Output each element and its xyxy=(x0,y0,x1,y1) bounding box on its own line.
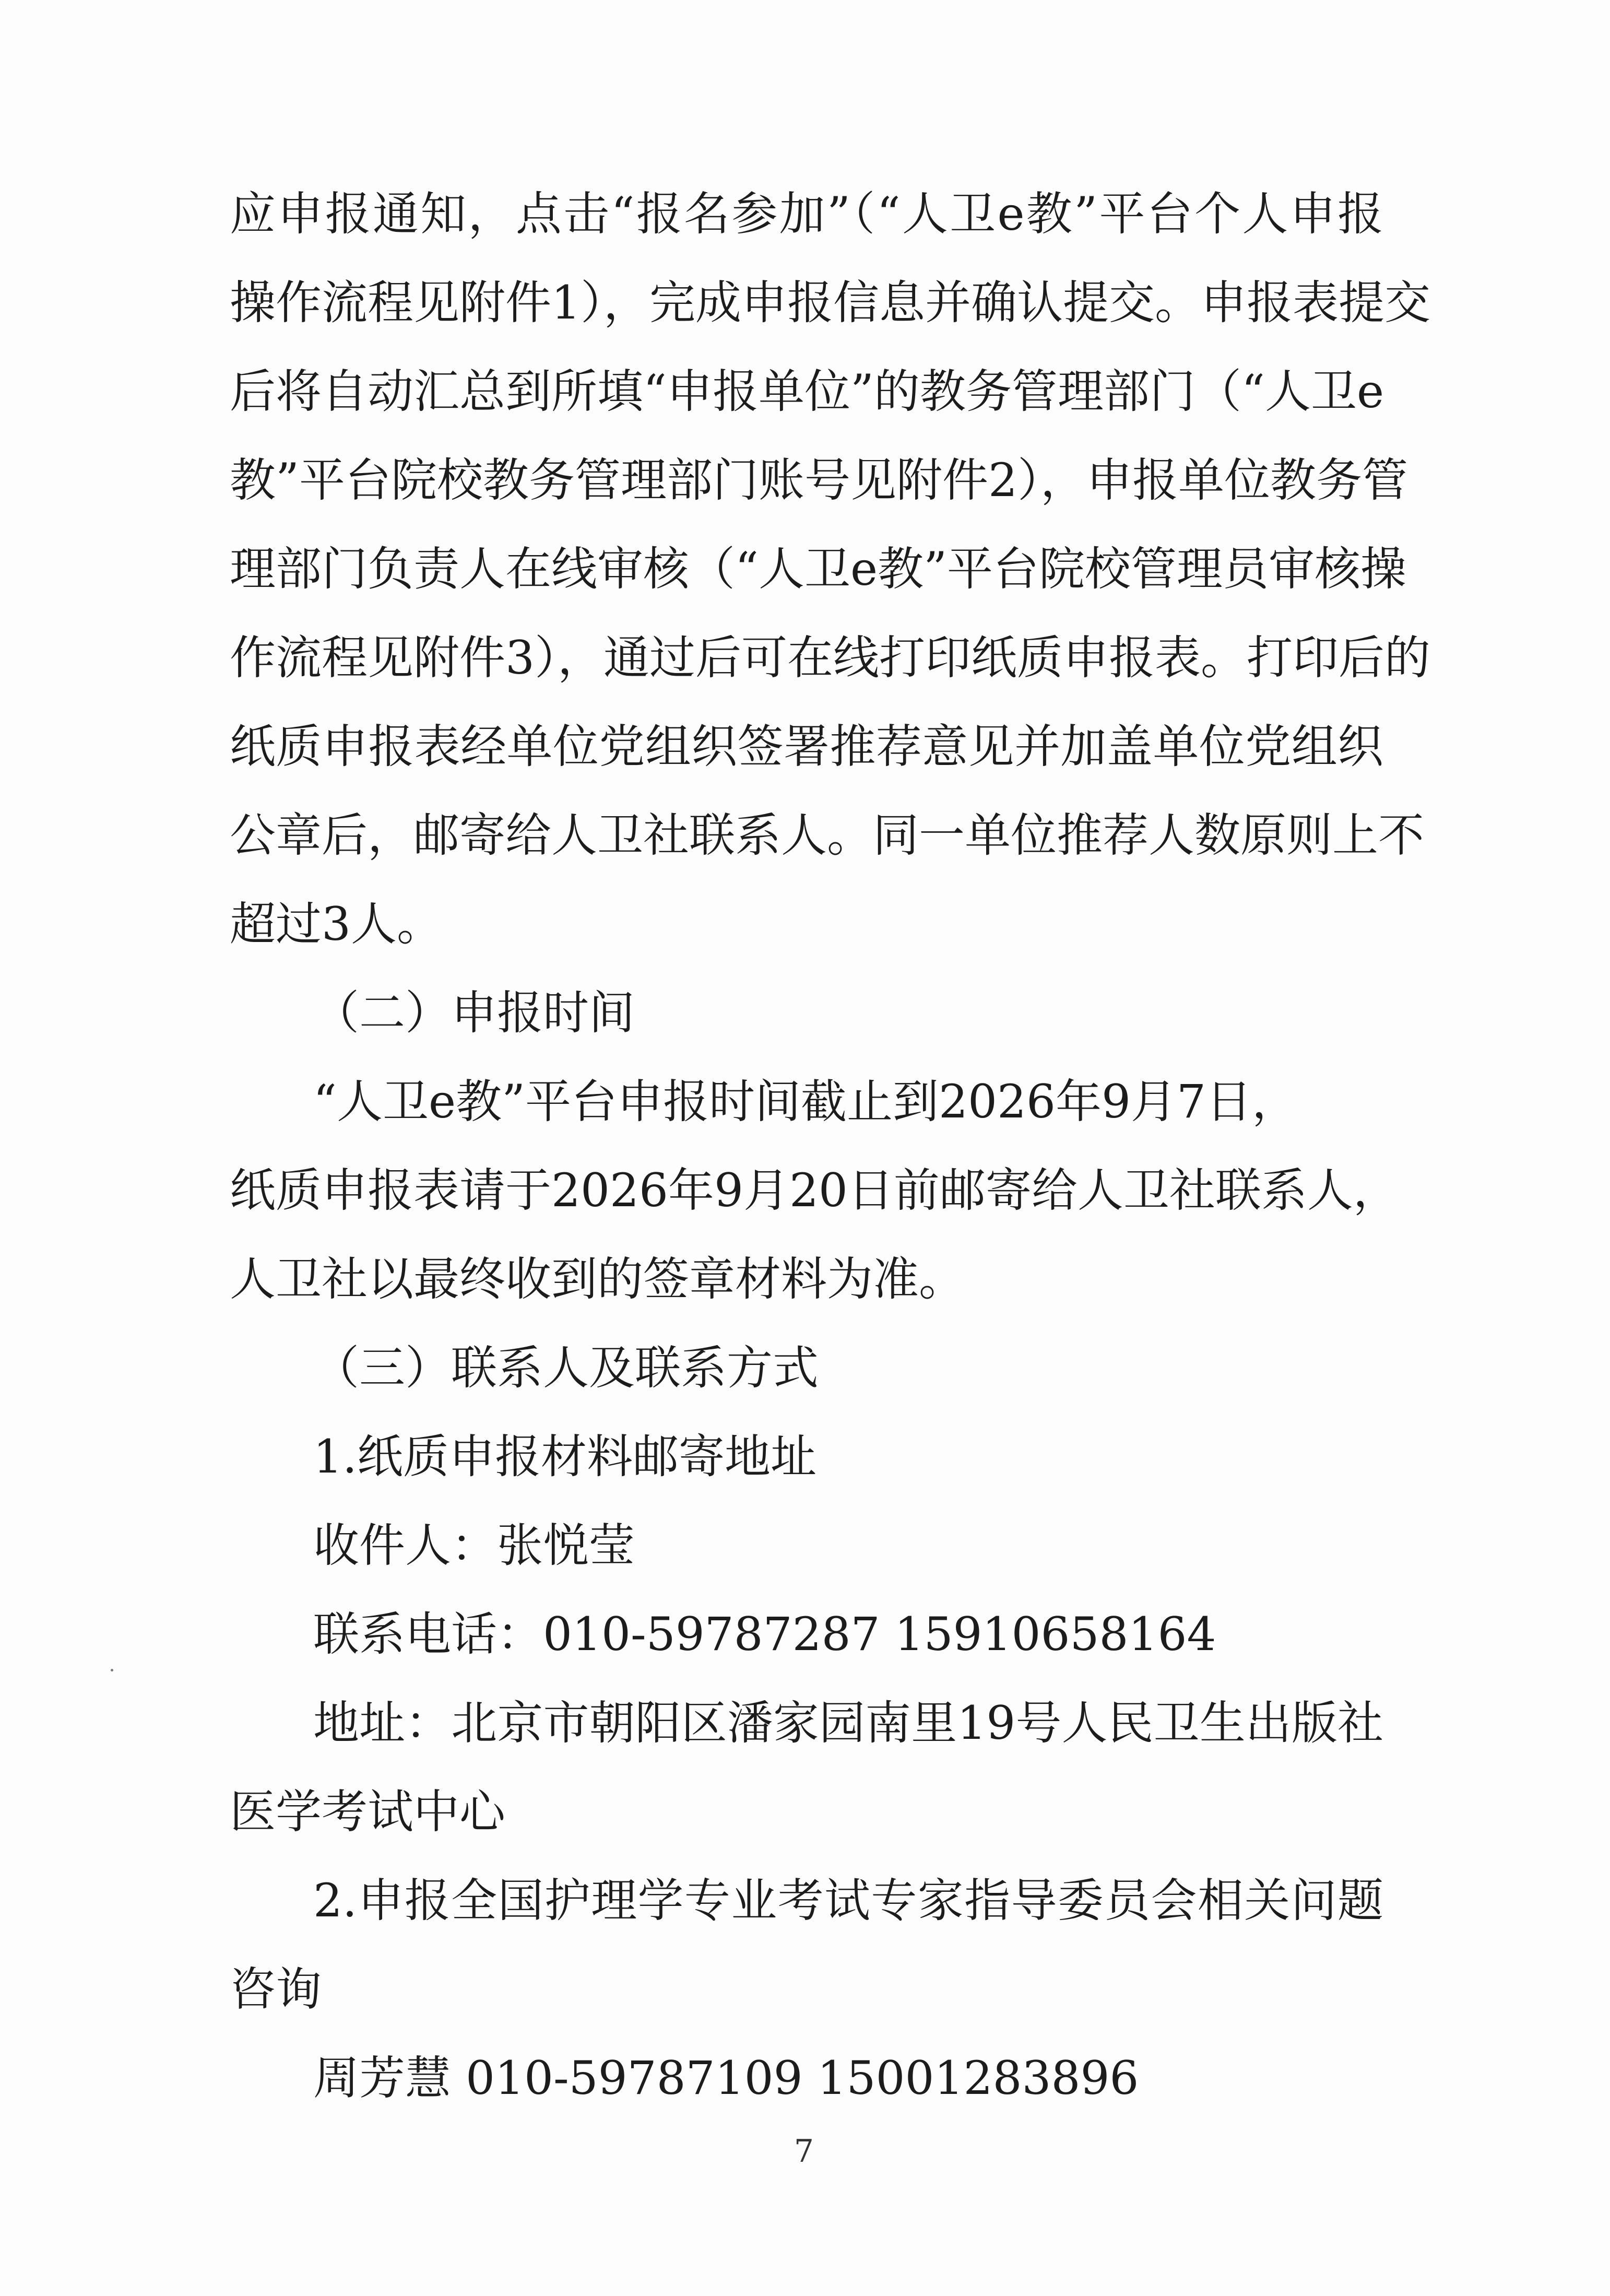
subsection-heading: 咨询 xyxy=(230,1962,322,2016)
paragraph-line: 纸质申报表请于2026年9月20日前邮寄给人卫社联系人， xyxy=(230,1163,1399,1217)
scan-speck xyxy=(111,1669,113,1671)
paragraph-line: 后将自动汇总到所填“申报单位”的教务管理部门（“人卫e xyxy=(230,364,1384,418)
phone-line: 联系电话：010-59787287 15910658164 xyxy=(313,1607,1216,1661)
paragraph-line: 人卫社以最终收到的签章材料为准。 xyxy=(230,1252,965,1306)
paragraph-line: 理部门负责人在线审核（“人卫e教”平台院校管理员审核操 xyxy=(230,542,1407,596)
subsection-heading: 2.申报全国护理学专业考试专家指导委员会相关问题 xyxy=(313,1874,1383,1927)
address-line: 医学考试中心 xyxy=(230,1785,506,1839)
section-heading: （二）申报时间 xyxy=(313,986,635,1040)
section-heading: （三）联系人及联系方式 xyxy=(313,1341,819,1395)
paragraph-line: 纸质申报表经单位党组织签署推荐意见并加盖单位党组织 xyxy=(230,720,1383,773)
recipient-line: 收件人：张悦莹 xyxy=(313,1518,635,1572)
paragraph-line: 应申报通知，点击“报名参加”（“人卫e教”平台个人申报 xyxy=(230,187,1383,241)
contact-line: 周芳慧 010-59787109 15001283896 xyxy=(313,2051,1139,2105)
paragraph-line: 公章后，邮寄给人卫社联系人。同一单位推荐人数原则上不 xyxy=(230,808,1425,862)
paragraph-line: 超过3人。 xyxy=(230,897,443,951)
page-number: 7 xyxy=(794,2133,814,2170)
paragraph-line: “人卫e教”平台申报时间截止到2026年9月7日， xyxy=(313,1075,1298,1128)
address-line: 地址：北京市朝阳区潘家园南里19号人民卫生出版社 xyxy=(313,1696,1383,1750)
paragraph-line: 教”平台院校教务管理部门账号见附件2），申报单位教务管 xyxy=(230,453,1408,507)
subsection-heading: 1.纸质申报材料邮寄地址 xyxy=(313,1430,816,1483)
paragraph-line: 操作流程见附件1），完成申报信息并确认提交。申报表提交 xyxy=(230,276,1430,329)
paragraph-line: 作流程见附件3），通过后可在线打印纸质申报表。打印后的 xyxy=(230,631,1430,685)
